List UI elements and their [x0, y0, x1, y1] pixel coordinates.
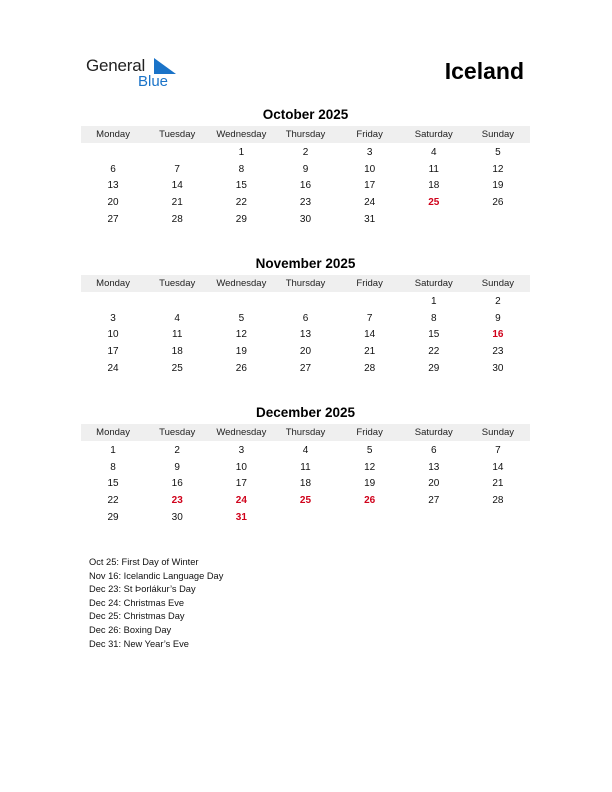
weekday-label: Friday — [356, 278, 383, 289]
day-cell: 28 — [492, 495, 504, 507]
day-cell: 17 — [107, 346, 119, 358]
day-cell: 20 — [107, 197, 119, 209]
day-cell: 11 — [172, 329, 183, 341]
day-cell: 8 — [110, 461, 116, 473]
day-cell: 5 — [366, 445, 373, 456]
day-cell — [402, 509, 466, 526]
day-cell: 29 — [235, 213, 247, 225]
day-cell: 11 — [300, 461, 311, 473]
day-cell: 25 — [299, 495, 312, 507]
holiday-note: Dec 23: St Þorlákur’s Day — [89, 584, 196, 595]
day-cell: 14 — [364, 329, 376, 341]
week-row — [81, 360, 530, 377]
day-cell: 20 — [299, 346, 312, 358]
day-cell: 2 — [495, 296, 501, 307]
weekday-label: Monday — [96, 129, 130, 140]
week-row — [81, 161, 530, 178]
day-cell — [466, 509, 530, 526]
day-cell: 13 — [299, 329, 312, 341]
weekday-label: Monday — [96, 278, 130, 289]
day-cell: 28 — [171, 213, 183, 225]
day-cell: 9 — [495, 312, 501, 324]
day-cell: 11 — [428, 163, 439, 175]
weekday-label: Tuesday — [159, 129, 196, 140]
weekday-label: Tuesday — [159, 278, 196, 289]
day-cell: 30 — [299, 213, 312, 225]
holiday-note: Dec 24: Christmas Eve — [89, 597, 185, 608]
day-cell: 28 — [364, 362, 376, 374]
day-cell: 9 — [302, 163, 309, 175]
weekday-label: Wednesday — [216, 129, 267, 140]
day-cell — [145, 144, 209, 161]
day-cell: 26 — [364, 495, 376, 507]
day-cell: 7 — [495, 445, 501, 456]
week-row — [81, 293, 530, 310]
day-cell: 31 — [235, 511, 247, 523]
day-cell: 6 — [302, 312, 309, 324]
day-cell: 21 — [364, 346, 376, 358]
country-title: Iceland — [444, 58, 524, 84]
holiday-note: Dec 31: New Year’s Eve — [89, 638, 189, 649]
day-cell: 7 — [174, 163, 180, 175]
day-cell: 3 — [366, 147, 373, 158]
weekday-header — [81, 126, 530, 143]
weekday-label: Wednesday — [216, 427, 267, 438]
day-cell: 14 — [492, 461, 504, 473]
day-cell: 7 — [366, 312, 373, 324]
day-cell: 21 — [492, 478, 504, 490]
month-december — [81, 405, 530, 525]
day-cell: 16 — [492, 329, 504, 341]
day-cell — [81, 293, 145, 310]
day-cell: 20 — [428, 478, 440, 490]
holiday-note: Dec 25: Christmas Day — [89, 611, 185, 622]
day-cell — [273, 509, 337, 526]
week-row — [81, 509, 530, 526]
holiday-note: Oct 25: First Day of Winter — [89, 557, 199, 567]
day-cell: 16 — [299, 180, 312, 192]
day-cell — [402, 211, 466, 228]
holiday-note: Nov 16: Icelandic Language Day — [89, 570, 224, 581]
week-row — [81, 475, 530, 492]
day-cell: 4 — [302, 445, 309, 456]
weekday-label: Sunday — [481, 427, 515, 438]
day-cell: 19 — [235, 346, 247, 358]
holiday-notes — [89, 556, 223, 651]
day-cell: 3 — [110, 312, 116, 324]
day-cell: 2 — [302, 147, 309, 158]
day-cell: 14 — [171, 180, 183, 192]
weekday-label: Monday — [96, 427, 130, 438]
month-title: October 2025 — [262, 107, 349, 122]
day-cell — [338, 509, 402, 526]
month-title: December 2025 — [255, 405, 356, 420]
week-row — [81, 177, 530, 194]
week-row — [81, 211, 530, 228]
day-cell: 12 — [364, 461, 376, 473]
day-cell: 23 — [299, 197, 312, 209]
day-cell: 5 — [238, 312, 245, 324]
day-cell: 27 — [299, 362, 312, 374]
holiday-note: Dec 26: Boxing Day — [89, 624, 172, 635]
day-cell: 19 — [364, 478, 376, 490]
day-cell: 25 — [428, 197, 440, 209]
day-cell: 9 — [174, 461, 180, 473]
day-cell: 1 — [110, 445, 116, 456]
day-cell — [466, 211, 530, 228]
week-row — [81, 492, 530, 509]
day-cell: 10 — [107, 329, 119, 341]
day-cell: 25 — [171, 362, 183, 374]
day-cell: 4 — [430, 147, 437, 158]
day-cell: 22 — [428, 346, 440, 358]
weekday-label: Sunday — [481, 129, 515, 140]
day-cell — [209, 293, 273, 310]
day-cell — [81, 144, 145, 161]
day-cell: 18 — [428, 180, 440, 192]
day-cell — [273, 293, 337, 310]
weekday-label: Saturday — [414, 278, 453, 289]
week-row — [81, 343, 530, 360]
day-cell: 18 — [299, 478, 312, 490]
day-cell: 1 — [430, 296, 437, 307]
day-cell: 13 — [107, 180, 119, 192]
day-cell: 29 — [428, 362, 440, 374]
weekday-label: Thursday — [285, 427, 326, 438]
month-october — [81, 107, 530, 227]
day-cell: 19 — [492, 180, 504, 192]
weekday-label: Tuesday — [159, 427, 196, 438]
day-cell: 6 — [110, 163, 116, 175]
day-cell: 15 — [107, 478, 119, 490]
logo-triangle-icon — [154, 58, 176, 74]
day-cell: 10 — [364, 163, 376, 175]
day-cell: 21 — [171, 197, 183, 209]
logo-blue-text: Blue — [138, 73, 169, 90]
logo-general-text: General — [86, 56, 146, 75]
day-cell: 22 — [235, 197, 247, 209]
weekday-label: Saturday — [414, 427, 453, 438]
day-cell: 23 — [171, 495, 183, 507]
day-cell: 18 — [171, 346, 183, 358]
day-cell: 16 — [171, 478, 183, 490]
month-title: November 2025 — [255, 256, 356, 271]
day-cell: 17 — [235, 478, 247, 490]
day-cell — [338, 293, 402, 310]
day-cell: 26 — [235, 362, 247, 374]
week-row — [81, 459, 530, 476]
day-cell: 3 — [238, 445, 245, 456]
day-cell: 24 — [364, 197, 376, 209]
day-cell: 6 — [430, 445, 437, 456]
day-cell: 8 — [238, 163, 245, 175]
day-cell: 4 — [174, 312, 180, 324]
logo — [86, 56, 186, 92]
day-cell: 15 — [235, 180, 247, 192]
day-cell: 15 — [428, 329, 440, 341]
day-cell: 13 — [428, 461, 440, 473]
day-cell: 17 — [364, 180, 376, 192]
day-cell: 5 — [495, 147, 501, 158]
week-row — [81, 442, 530, 459]
day-cell: 10 — [235, 461, 247, 473]
week-row — [81, 194, 530, 211]
day-cell: 23 — [492, 346, 504, 358]
week-row — [81, 310, 530, 327]
day-cell: 31 — [364, 213, 376, 225]
day-cell: 24 — [235, 495, 247, 507]
weekday-header — [81, 275, 530, 292]
day-cell: 29 — [107, 511, 119, 523]
day-cell: 2 — [174, 445, 180, 456]
week-row — [81, 144, 530, 161]
weekday-label: Saturday — [414, 129, 453, 140]
day-cell: 30 — [492, 362, 504, 374]
day-cell: 12 — [235, 329, 247, 341]
weekday-label: Sunday — [481, 278, 515, 289]
weekday-label: Friday — [356, 427, 383, 438]
week-row — [81, 326, 530, 343]
weekday-label: Wednesday — [216, 278, 267, 289]
weekday-label: Thursday — [285, 278, 326, 289]
day-cell: 8 — [430, 312, 437, 324]
day-cell: 1 — [238, 147, 245, 158]
weekday-label: Thursday — [285, 129, 326, 140]
day-cell: 26 — [492, 197, 504, 209]
day-cell: 30 — [171, 511, 183, 523]
month-november — [81, 256, 530, 376]
day-cell — [145, 293, 209, 310]
day-cell: 27 — [428, 495, 440, 507]
day-cell: 24 — [107, 362, 119, 374]
weekday-label: Friday — [356, 129, 383, 140]
day-cell: 12 — [492, 163, 504, 175]
day-cell: 27 — [107, 213, 119, 225]
day-cell: 22 — [107, 495, 119, 507]
weekday-header — [81, 424, 530, 441]
